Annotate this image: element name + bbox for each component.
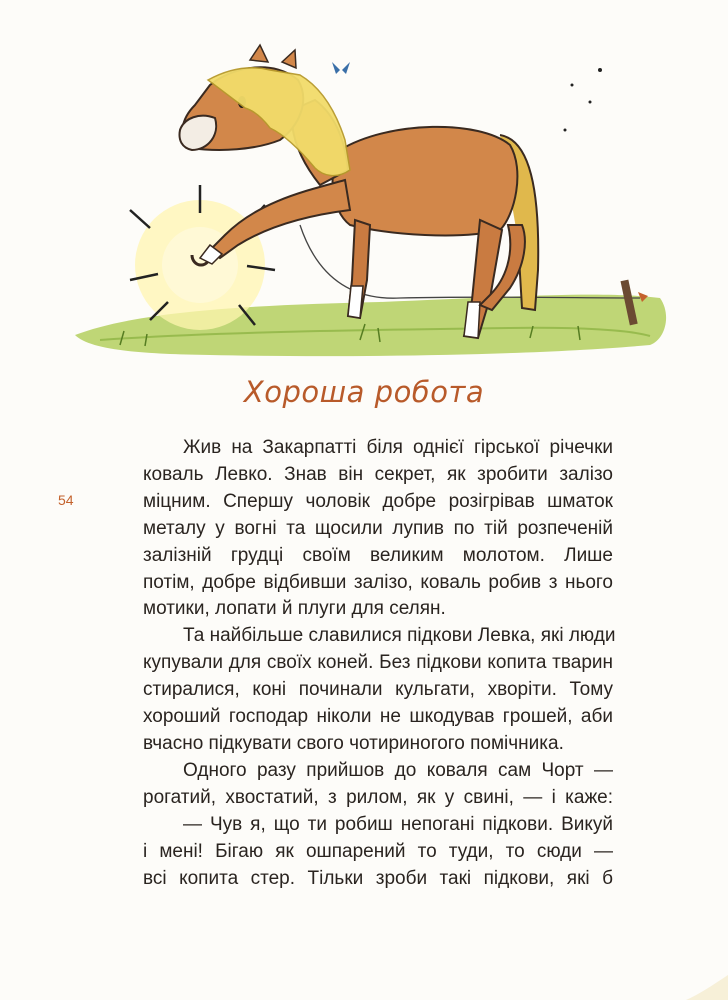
text-line: металу у вогні та щосили лупив по тій розпеченій bbox=[143, 517, 613, 539]
text-line: Жив на Закарпатті біля однієї гірської річечки bbox=[183, 437, 613, 458]
text-line: і мені! Бігаю як ошпарений то туди, то сюди — bbox=[143, 840, 613, 862]
text-line: хороший господар ніколи не шкодував грошей, аби bbox=[143, 706, 613, 728]
text-line: вчасно підкувати свого чотириногого помічника. bbox=[143, 732, 564, 754]
text-line: всі копита стер. Тільки зроби такі підкови, які б bbox=[143, 867, 613, 889]
text-line: залізній грудці своїм великим молотом. Лише bbox=[143, 544, 613, 566]
story-text bbox=[143, 435, 616, 892]
text-line: коваль Левко. Знав він секрет, як зробити залізо bbox=[143, 463, 613, 485]
text-line: Та найбільше славилися підкови Левка, які люди bbox=[183, 625, 616, 647]
text-line: стиралися, коні починали кульгати, хворіти. Тому bbox=[143, 679, 613, 701]
page-corner-decoration bbox=[668, 940, 728, 1000]
story-title: Хороша робота bbox=[243, 375, 485, 409]
text-line: — Чув я, що ти робиш непогані підкови. Викуй bbox=[183, 813, 613, 835]
text-line: міцним. Спершу чоловік добре розігрівав шматок bbox=[143, 490, 613, 512]
text-line: Одного разу прийшов до коваля сам Чорт — bbox=[183, 759, 613, 781]
text-line: мотики, лопати й плуги для селян. bbox=[143, 598, 446, 620]
pony-illustration bbox=[60, 40, 690, 370]
text-line: рогатий, хвостатий, з рилом, як у свині, — і каже: bbox=[143, 786, 613, 808]
text-line: потім, добре відбивши залізо, коваль робив з нього bbox=[143, 571, 613, 593]
butterfly bbox=[332, 62, 350, 74]
flies bbox=[564, 68, 603, 132]
text-line: купували для своїх коней. Без підкови копита тварин bbox=[143, 652, 613, 674]
page-number: 54 bbox=[58, 492, 74, 508]
